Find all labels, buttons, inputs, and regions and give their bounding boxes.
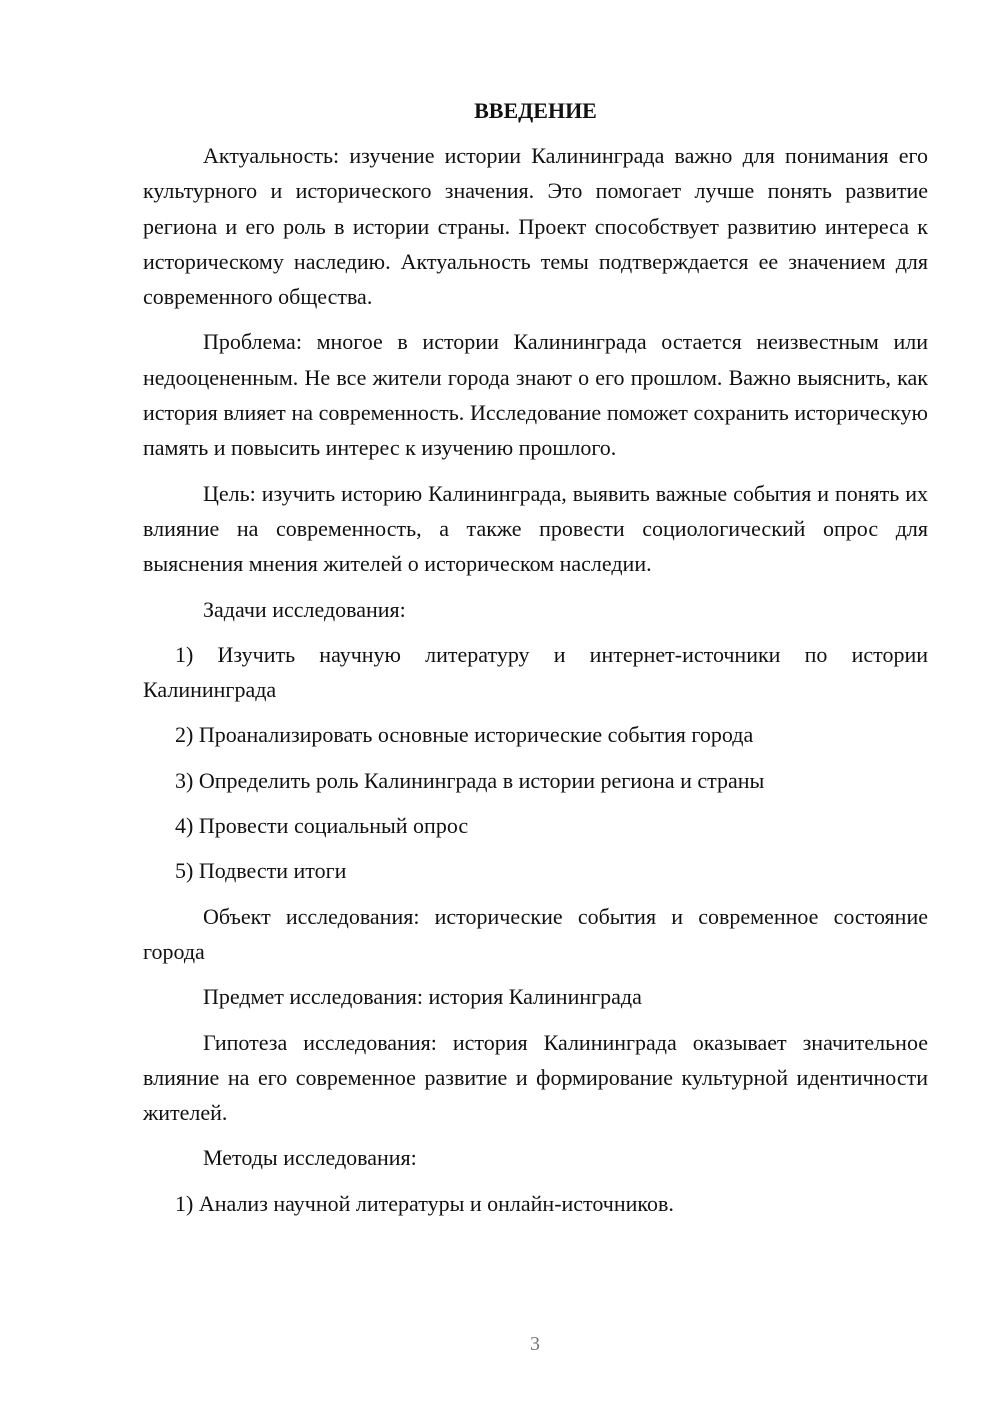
page-title: ВВЕДЕНИЕ [474,98,597,123]
task-item-1: 1) Изучить научную литературу и интернет-источники по истории Калининграда [143,641,928,703]
methods-heading: Методы исследования: [203,1145,417,1171]
relevance-paragraph: Актуальность: изучение истории Калининграда важно для понимания его культурного и исторического значения. Это помогает лучше понять развитие региона и его роль в истории страны. Проект способствует развитию интереса к историческому наследию. Актуальность темы подтверждается ее значением для современного общества. [143,143,928,310]
goal-paragraph: Цель: изучить историю Калининграда, выявить важные события и понять их влияние на современность, а также провести социологический опрос для выяснения мнения жителей о историческом наследии. [143,480,928,577]
task-item-3: 3) Определить роль Калининграда в истории региона и страны [175,767,765,793]
tasks-heading: Задачи исследования: [203,596,406,622]
problem-paragraph: Проблема: многое в истории Калининграда остается неизвестным или недооцененным. Не все жители города знают о его прошлом. Важно выяснить, как история влияет на современность. Исследование поможет сохранить историческую память и повысить интерес к изучению прошлого. [143,329,928,461]
task-item-4: 4) Провести социальный опрос [175,813,469,839]
method-item-1: 1) Анализ научной литературы и онлайн-источников. [175,1190,674,1216]
page-number: 3 [530,1333,540,1355]
task-item-2: 2) Проанализировать основные исторические события города [175,722,754,748]
task-item-5: 5) Подвести итоги [175,858,347,884]
object-paragraph: Объект исследования: исторические события и современное состояние города [143,903,928,964]
hypothesis-paragraph: Гипотеза исследования: история Калининграда оказывает значительное влияние на его современное развитие и формирование культурной идентичности жителей. [143,1029,928,1126]
document-body [143,94,928,1231]
subject-paragraph: Предмет исследования: история Калининграда [203,984,642,1010]
